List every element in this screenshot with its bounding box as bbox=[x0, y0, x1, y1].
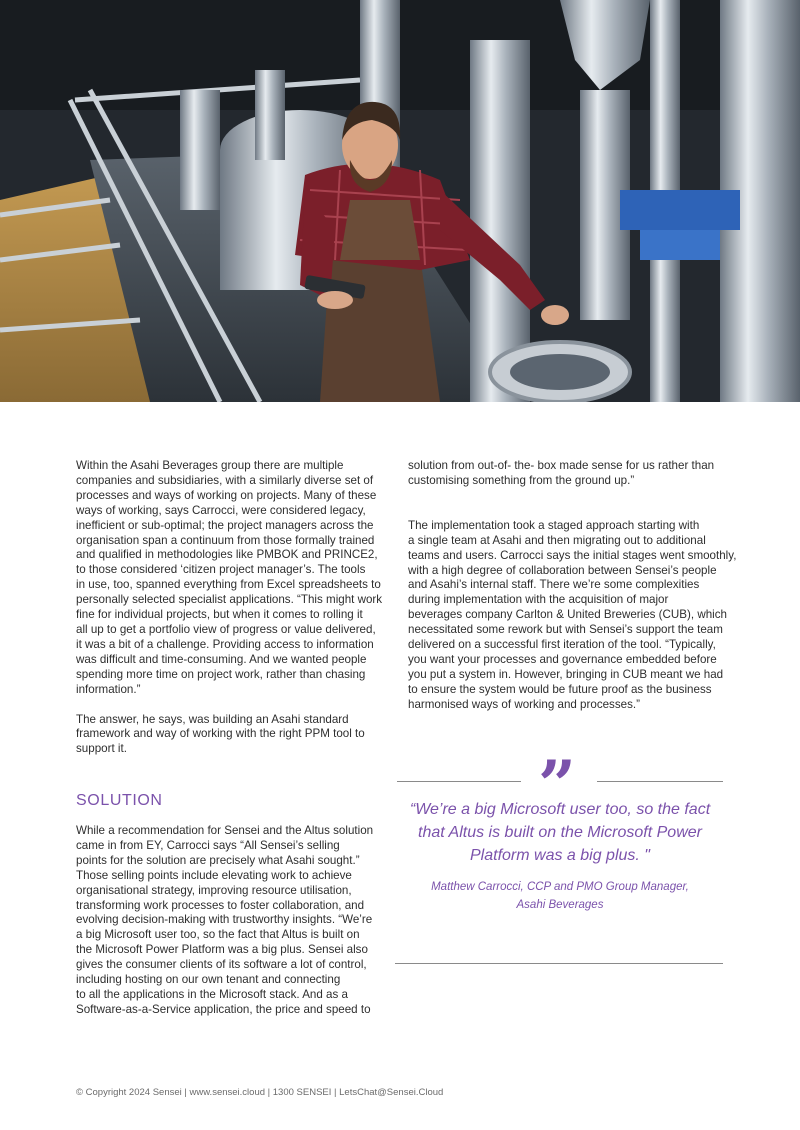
section-heading-solution: SOLUTION bbox=[76, 792, 163, 809]
quote-divider-right bbox=[597, 781, 723, 782]
implementation-paragraph: The implementation took a staged approach starting with a single team at Asahi and then migrating out to additional teams and users. Carrocci says the initial stages went smoothly, with a high degree of collaboration between Sensei’s people and Asahi’s internal staff. There we’re some complexities during implementation with the acquisition of major beverages company Carlton & United Breweries (CUB), which necessitated some rework but with Sensei’s support the team delivered on a successful first iteration of the tool. “Typically, you want your processes and governance embedded before you put a system in. However, bringing in CUB meant we had to ensure the system would be future proof as the business harmonised ways of working and processes.” bbox=[408, 518, 737, 711]
quote-divider-bottom bbox=[395, 963, 723, 964]
quote-mark-icon: ” bbox=[538, 746, 576, 824]
left-column bbox=[76, 459, 392, 757]
continuation-paragraph: solution from out-of- the- box made sense for us rather than customising something from the ground up.” bbox=[408, 459, 715, 487]
quote-divider-left bbox=[397, 781, 521, 782]
pull-quote-text: “We’re a big Microsoft user too, so the fact that Altus is built on the Microsoft Power Platform was a big plus. " bbox=[409, 801, 711, 864]
right-column bbox=[408, 459, 743, 713]
hero-photo bbox=[0, 0, 800, 402]
solution-body bbox=[76, 824, 392, 1018]
footer-copyright: © Copyright 2024 Sensei | www.sensei.cloud | 1300 SENSEI | LetsChat@Sensei.Cloud bbox=[76, 1087, 444, 1098]
brewery-illustration bbox=[0, 0, 800, 402]
intro-paragraph: Within the Asahi Beverages group there are multiple companies and subsidiaries, with a similarly diverse set of processes and ways of working on projects. Many of these ways of working, says Carrocci, were considered legacy, inefficient or sub-optimal; the project managers across the organisation span a continuum from those formally trained and qualified in methodologies like PMBOK and PRINCE2, to those considered ‘citizen project manager’s. The tools in use, too, spanned everything from Excel spreadsheets to personally selected specialist applications. “This might work fine for individual projects, but when it comes to rolling it all up to get a portfolio view of progress or value delivered, it was a bit of a challenge. Providing access to information was difficult and time-consuming. And we wanted people spending more time on project work, rather than chasing information.” bbox=[76, 459, 383, 696]
answer-paragraph: The answer, he says, was building an Asahi standard framework and way of working with the right PPM tool to support it. bbox=[76, 712, 365, 756]
quote-attribution: Matthew Carrocci, CCP and PMO Group Manager, Asahi Beverages bbox=[431, 881, 689, 911]
solution-paragraph: While a recommendation for Sensei and the Altus solution came in from EY, Carrocci says “All Sensei’s selling points for the solution are precisely what Asahi sought.” Those selling points include elevating work to achieve organisational strategy, improving resource utilisation, transforming work processes to foster collaboration, and evolving decision-making with trustworthy insights. “We’re a big Microsoft user too, so the fact that Altus is built on the Microsoft Power Platform was a big plus. Sensei also gives the consumer clients of its software a lot of control, including hosting on our own tenant and connecting to all the applications in the Microsoft stack. And as a Software-as-a-Service application, the price and speed to bbox=[76, 824, 374, 1016]
